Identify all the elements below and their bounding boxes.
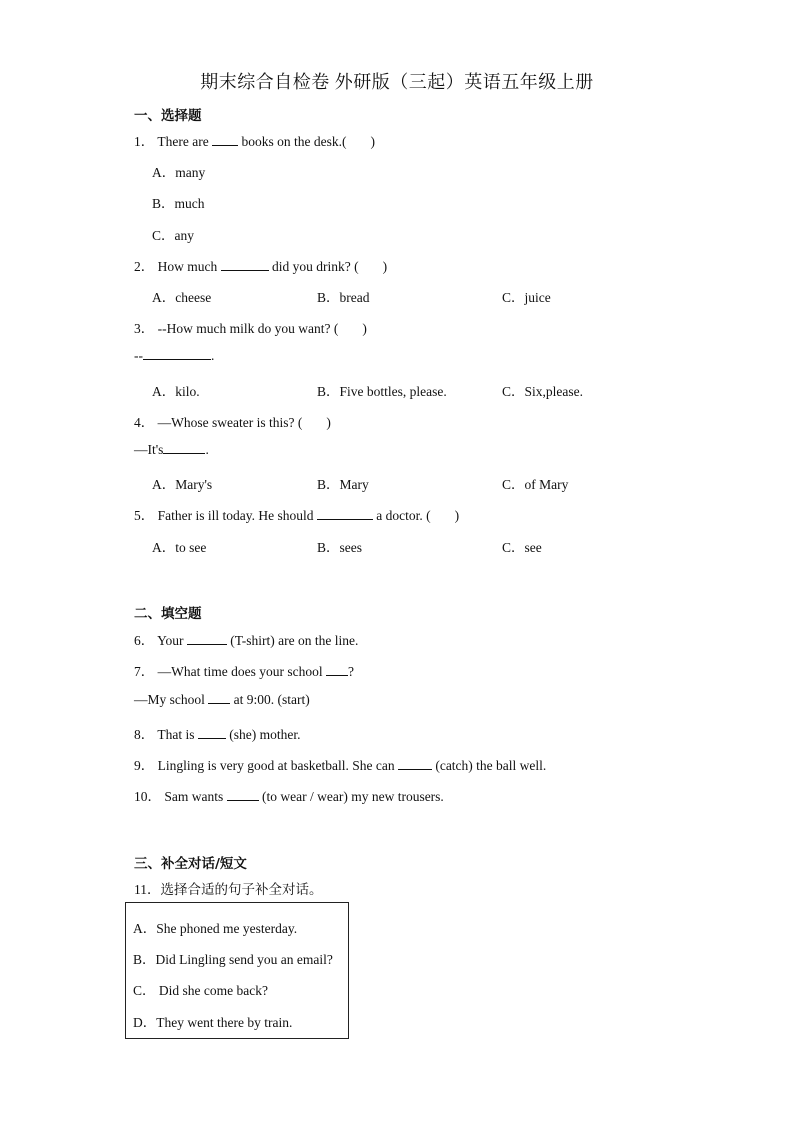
option-a[interactable]: A．to see [152, 540, 207, 555]
question-10 [134, 785, 444, 805]
option-c[interactable]: C．see [502, 540, 542, 555]
option-a[interactable]: A．many [152, 165, 206, 180]
question-text: That is [157, 727, 195, 742]
question-text: —Whose sweater is this? ( [157, 415, 303, 430]
options-box [125, 902, 349, 1039]
option-c[interactable]: C．juice [502, 290, 551, 305]
answer-blank[interactable] [187, 633, 227, 645]
dash-prefix: -- [134, 348, 143, 363]
answer-blank[interactable] [212, 134, 238, 146]
question-4-answer-line [134, 442, 209, 458]
question-text: —What time does your school [157, 664, 323, 679]
question-number: 4． [134, 415, 155, 430]
paren-close: ) [362, 321, 367, 336]
question-text: (T-shirt) are on the line. [230, 633, 359, 648]
question-number: 1． [134, 134, 155, 149]
box-option-d: D．They went there by train. [133, 1015, 293, 1030]
option-c[interactable]: C．of Mary [502, 477, 569, 492]
question-text: ? [347, 664, 354, 679]
question-number: 8． [134, 727, 155, 742]
question-text: 选择合适的句子补全对话。 [160, 882, 323, 897]
question-text: Father is ill today. He should [157, 508, 314, 523]
question-text: (to wear / wear) my new trousers. [262, 789, 444, 804]
question-7-line-2 [134, 692, 310, 708]
question-text: Lingling is very good at basketball. She can [157, 758, 395, 773]
period: . [205, 442, 209, 457]
question-3-answer-line [134, 348, 214, 364]
option-a[interactable]: A．Mary's [152, 477, 213, 492]
question-number: 11． [134, 882, 161, 897]
question-number: 3． [134, 321, 155, 336]
section-heading-fill-in: 二、填空题 [134, 606, 202, 622]
question-text: --How much milk do you want? ( [157, 321, 339, 336]
box-option-b: B．Did Lingling send you an email? [133, 952, 333, 967]
question-text: a doctor. ( [376, 508, 431, 523]
question-number: 5． [134, 508, 155, 523]
option-b[interactable]: B．Mary [317, 477, 369, 492]
question-2 [134, 255, 387, 275]
answer-blank[interactable] [398, 758, 432, 770]
paren-close: ) [454, 508, 460, 523]
answer-blank[interactable] [198, 727, 226, 739]
question-text: at 9:00. (start) [233, 692, 310, 707]
question-5 [134, 504, 459, 524]
option-c[interactable]: C．any [152, 228, 194, 243]
answer-prefix: —It's [134, 442, 164, 457]
question-7 [134, 660, 354, 680]
paren-close: ) [370, 134, 375, 149]
question-text: did you drink? ( [272, 259, 359, 274]
question-text: There are [157, 134, 209, 149]
question-text: —My school [134, 692, 205, 707]
paren-close: ) [382, 259, 388, 274]
question-4 [134, 411, 331, 431]
period: . [211, 348, 215, 363]
answer-blank[interactable] [317, 508, 373, 520]
question-11 [134, 878, 323, 898]
question-1 [134, 130, 375, 150]
option-a[interactable]: A．cheese [152, 290, 212, 305]
question-text: (catch) the ball well. [435, 758, 547, 773]
question-text: (she) mother. [229, 727, 301, 742]
question-6 [134, 629, 358, 649]
box-option-c: C． Did she come back? [133, 983, 268, 998]
option-b[interactable]: B．sees [317, 540, 362, 555]
question-number: 7． [134, 664, 155, 679]
question-number: 9． [134, 758, 155, 773]
question-3 [134, 317, 367, 337]
box-option-a: A．She phoned me yesterday. [133, 921, 298, 936]
option-b[interactable]: B．Five bottles, please. [317, 384, 447, 399]
question-text: Your [157, 633, 184, 648]
question-9 [134, 754, 546, 774]
answer-blank[interactable] [221, 259, 269, 271]
answer-blank[interactable] [208, 692, 230, 704]
question-number: 2． [134, 259, 155, 274]
question-text: How much [157, 259, 218, 274]
section-heading-choice: 一、选择题 [134, 108, 202, 124]
option-b[interactable]: B．bread [317, 290, 370, 305]
paren-close: ) [326, 415, 331, 430]
option-c[interactable]: C．Six,please. [502, 384, 583, 399]
answer-blank[interactable] [143, 348, 211, 360]
question-text: books on the desk.( [241, 134, 347, 149]
question-8 [134, 723, 301, 743]
page-title: 期末综合自检卷 外研版（三起）英语五年级上册 [200, 72, 594, 92]
question-text: Sam wants [164, 789, 224, 804]
question-number: 6． [134, 633, 155, 648]
question-number: 10． [134, 789, 161, 804]
option-a[interactable]: A．kilo. [152, 384, 200, 399]
answer-blank[interactable] [326, 664, 348, 676]
answer-blank[interactable] [227, 789, 259, 801]
answer-blank[interactable] [163, 442, 205, 454]
option-b[interactable]: B．much [152, 196, 205, 211]
section-heading-dialogue: 三、补全对话/短文 [134, 856, 247, 872]
